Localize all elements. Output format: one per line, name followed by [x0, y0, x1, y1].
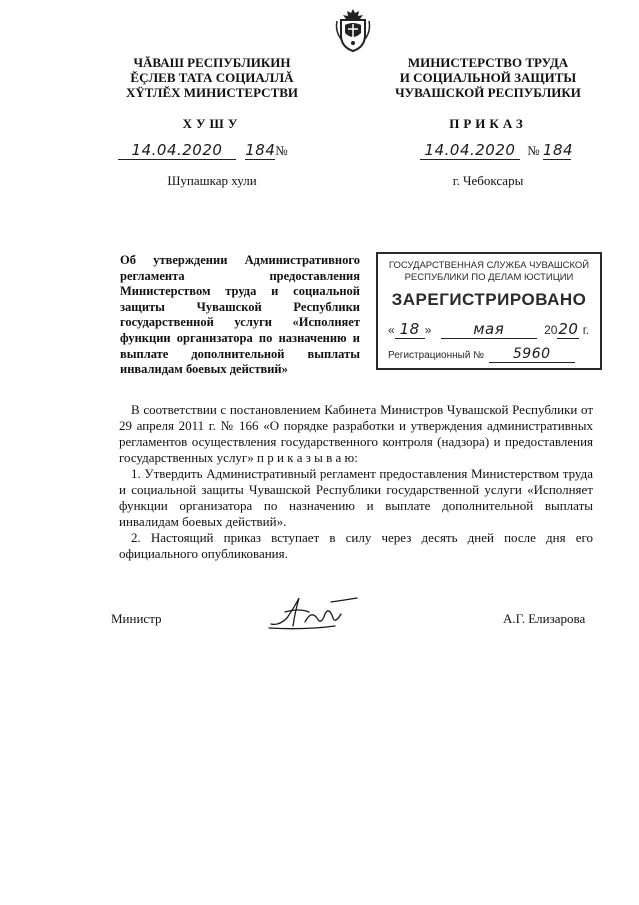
stamp-status: ЗАРЕГИСТРИРОВАНО	[391, 290, 587, 309]
right-org-line: И СОЦИАЛЬНОЙ ЗАЩИТЫ	[399, 70, 577, 85]
right-organization-name	[386, 55, 590, 100]
stamp-year-unit: г.	[582, 323, 590, 337]
left-org-line: ĔÇЛЕВ ТАТА СОЦИАЛЛĂ	[130, 70, 294, 85]
body-paragraph: 1. Утвердить Административный регламент предоставления Министерством труда и социальной защиты Чувашской Республики государственной услуги «Исполняет функции организатора по назначению и выплате дополнительной выплаты инвалидам боевых действий».	[119, 466, 593, 529]
right-date-number-line	[420, 141, 595, 160]
number-sign: №	[527, 143, 540, 158]
document-body	[119, 402, 593, 562]
stamp-year-prefix: 20	[544, 323, 558, 337]
stamp-year-suffix: 20	[558, 320, 579, 338]
right-number: 184	[542, 141, 574, 159]
stamp-org-line: ГОСУДАРСТВЕННАЯ СЛУЖБА ЧУВАШСКОЙ	[388, 260, 590, 271]
left-org-line: ХŸТЛĔХ МИНИСТЕРСТВИ	[125, 85, 299, 100]
body-paragraph: 2. Настоящий приказ вступает в силу через десять дней после дня его официального опубликования.	[119, 530, 593, 561]
left-organization-name	[108, 55, 316, 100]
body-paragraph: В соответствии с постановлением Кабинета Министров Чувашской Республики от 29 апреля 2011 г. № 166 «О порядке разработки и утверждения административных регламентов осуществления государственного контроля (надзора) и предоставления государственных услуг» п р и к а з ы в а ю:	[119, 402, 593, 465]
handwritten-signature	[265, 592, 361, 632]
stamp-org-line: РЕСПУБЛИКИ ПО ДЕЛАМ ЮСТИЦИИ	[404, 272, 574, 283]
stamp-date-line	[388, 320, 594, 339]
stamp-reg-number: 5960	[489, 346, 575, 363]
stamp-quote-close: »	[424, 323, 432, 337]
registration-stamp	[376, 252, 602, 370]
right-city: г. Чебоксары	[452, 173, 524, 188]
stamp-registration-line	[388, 346, 594, 363]
document-subject: Об утверждении Административного регламента предоставления Министерством труда и социальной защиты Чувашской Республики государственной услуги «Исполняет функции организатора по назначению и выплате дополнительной выплаты инвалидам боевых действий»	[120, 253, 360, 377]
right-org-line: МИНИСТЕРСТВО ТРУДА	[407, 55, 569, 70]
stamp-day: 18	[395, 320, 425, 339]
number-sign: №	[275, 143, 288, 158]
right-doc-type: ПРИКАЗ	[449, 116, 527, 131]
coat-of-arms-icon	[333, 7, 373, 53]
left-doc-type: ХУШУ	[182, 116, 242, 131]
stamp-organization	[378, 260, 600, 284]
right-date: 14.04.2020	[420, 141, 520, 160]
left-city: Шупашкар хули	[167, 173, 257, 188]
stamp-reg-label: Регистрационный №	[388, 350, 484, 361]
left-number: 184	[245, 141, 276, 159]
right-org-line: ЧУВАШСКОЙ РЕСПУБЛИКИ	[395, 85, 581, 100]
left-date-number-line	[118, 141, 318, 160]
stamp-month: мая	[441, 320, 537, 339]
stamp-quote-open: «	[388, 323, 395, 337]
left-org-line: ЧĂВАШ РЕСПУБЛИКИН	[133, 55, 291, 70]
signatory-title: Министр	[111, 611, 162, 626]
signatory-name: А.Г. Елизарова	[503, 611, 586, 626]
left-date: 14.04.2020	[118, 141, 236, 160]
